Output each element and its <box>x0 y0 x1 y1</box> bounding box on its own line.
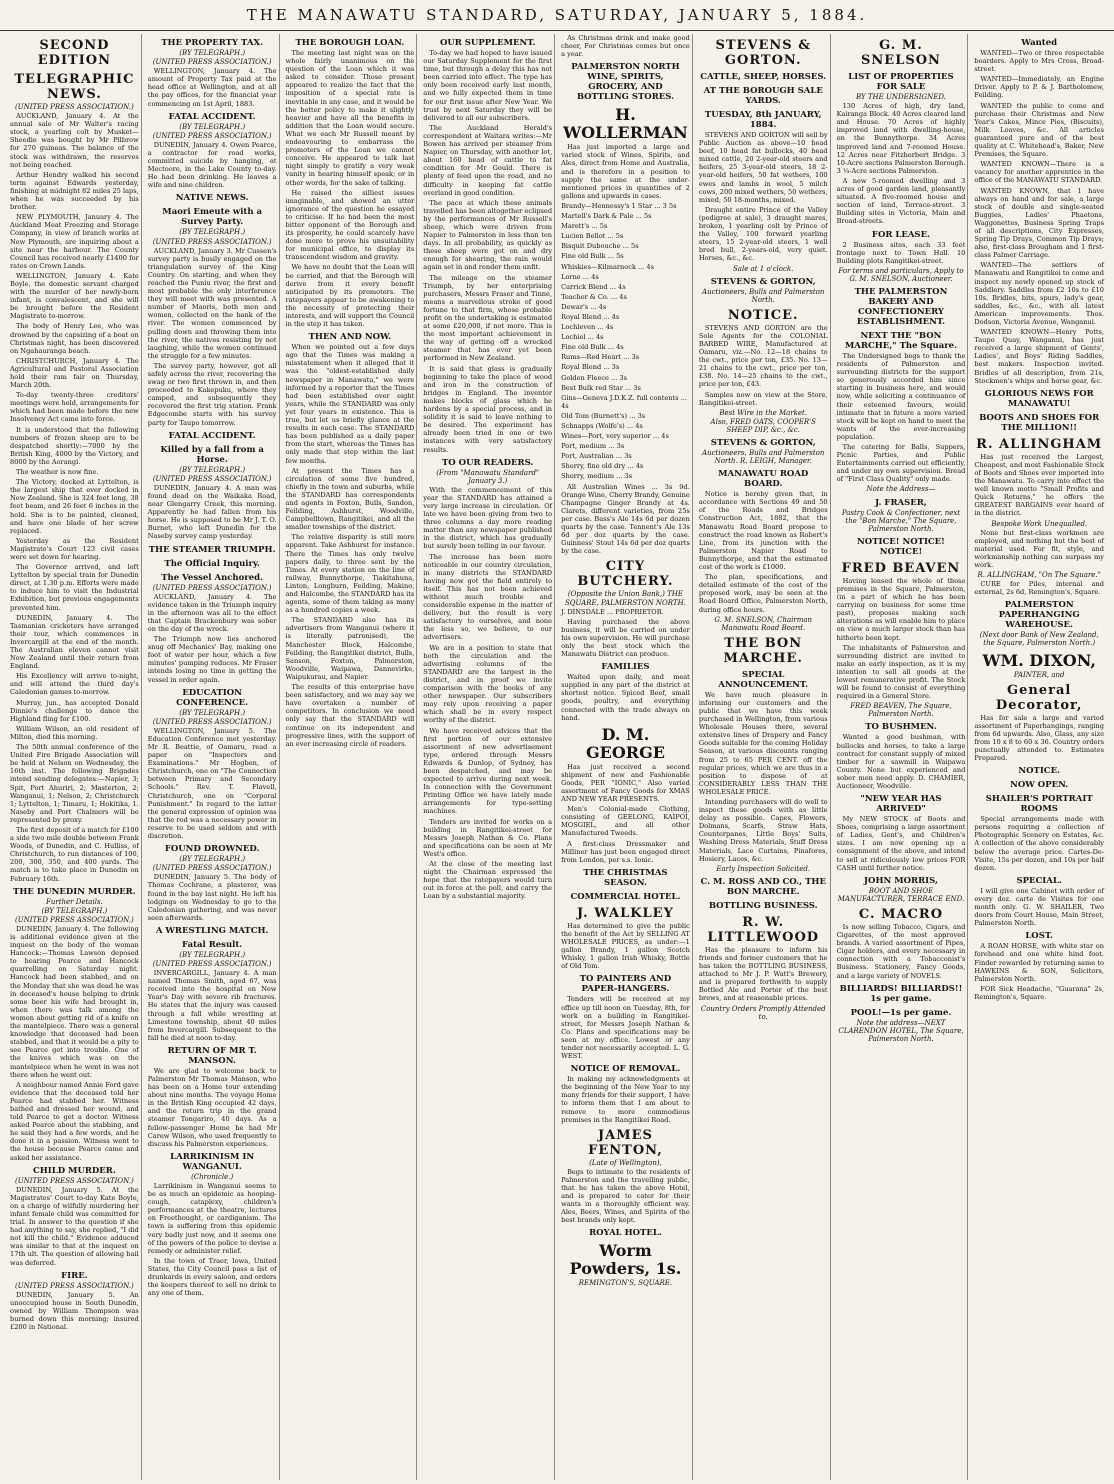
paragraph: DUNEDIN, January 4. The following is additional evidence given at the inquest on the body of the woman Hancock:—Thomas Lawson deposed to hearing Pearce and Hancock quarrelling on Saturday night. Hancock had been stabbed, and on the Monday that she was dead he was in deceased's house helping to drink some beer his wife had brought in, when there was talk among the women about getting rid of a knife on the mantelpiece. There was a general knowledge that deceased had been stabbed, and that it would be a pity to see Pearce get into trouble. One of the knives which was on the mantelpiece when he went in was not there when he went out. <box>10 924 139 1079</box>
article-heading: FAMILIES <box>601 662 650 673</box>
article-heading: THE CHRISTMAS SEASON. <box>583 867 668 888</box>
subheading: Pastry Cook & Confectioner, next the "Bon Marche," The Square, Palmerston North. <box>841 508 961 533</box>
paragraph: WELLINGTON, January 5. The Education Conference met yesterday. Mr R. Beattie, of Oamaru, read a paper on "Inspectors and Examinations." Mr Hogben, of Christchurch, one on "The Connection between Primary and Secondary Schools." Rev. T. Flavell, Christchurch, one on "Corporal Punishment." In regard to the latter the general expression of opinion was that the rod was a necessary power in reserve to be used seldom and with discretion. <box>147 726 277 841</box>
article-heading: LARRIKINISM IN WANGANUI. <box>170 1151 255 1172</box>
paragraph: At the close of the meeting last night the Chairman expressed the hope that the ratepayers would turn out in force at the poll, and carry the Loan by a substantial majority. <box>423 860 553 901</box>
paragraph: None but first-class workmen are employed, and nothing but the best of material used. For fit, style, and workmanship nothing can surpass my work. <box>974 528 1104 569</box>
paragraph: A neighbour named Annie Ford gave evidence that the deceased told her Pearce had stabbed her. Witness bathed and dressed her wound, and told Pearce to get a doctor. Witness asked Pearce about the stabbing, and he said they had a few words, and he done it in a passion. Witness went to the house because Pearce came and asked her assistance. <box>10 1080 139 1162</box>
paragraph: WANTED—The settlers of Manawatu and Rangitikei to come and inspect my newly opened up stock of Saddlery. Saddles from £2 10s to £10 10s. Bridles, bits, spurs, lady's gear, saddles, &c., &c., with all latest American improvements. Thos. Dodson, Victoria Avenue, Wanganui. <box>974 261 1104 326</box>
subheading: (Next door Bank of New Zealand, the Square, Palmerston North.) <box>979 631 1099 648</box>
article-heading: R. ALLINGHAM <box>976 436 1103 452</box>
article-heading: THE BOROUGH LOAN. <box>295 38 405 48</box>
article-heading: TO PAINTERS AND PAPER-HANGERS. <box>579 974 672 995</box>
paragraph: CHRISTCHURCH, January 4. The Agricultural and Pastoral Association hold their ram fair on Thursday, March 20th. <box>10 356 139 390</box>
paragraph: A ROAN HORSE, with white star on forehead and one white hind foot. Finder rewarded by returning same to HAWKINS & SON, Solicitors, Palmerston North. <box>974 942 1104 983</box>
paragraph: Men's Colonial-made Clothing, consisting of GEELONG, KAIPOI, MOSGIEL, and all other Manufactured Tweeds. <box>561 805 690 838</box>
article-heading: FATAL ACCIDENT. <box>168 430 256 441</box>
price-line: Lochleven ... 4s <box>561 323 614 332</box>
price-line: Whiskies—Kilmarnock ... 4s <box>561 262 655 271</box>
paragraph: In the town of Traer, Iowa, United States, the City Council pass a list of drunkards in every saloon, and orders the keepers thereof to sell no drink to any one of them. <box>147 1256 277 1298</box>
paragraph: We have no doubt that the Loan will be carried, and that the Borough will derive from it every benefit anticipated by its promoters. The ratepayers appear to be awakening to the necessity of protecting their interests, and will support the Council in the step it has taken. <box>285 263 415 329</box>
article-heading: SPECIAL ANNOUNCEMENT. <box>718 669 809 690</box>
paragraph: My NEW STOCK of Boots and Shoes, comprising a large assortment of Ladies, Gent's, and Children's sizes. I am now opening up a consignment of the above, and intend to sell at ridiculously low prices FOR CASH until further notice. <box>836 815 966 872</box>
subheading: (Late of Wellington), <box>589 1158 662 1167</box>
paragraph: Draught entire Prince of the Valley (pedigree at sale), 3 draught mares, broken, 1 yearling colt by Prince of the Valley, 100 forward yearling steers, 15 2-year-old steers, 1 well bred bull, 2-years-old, very quiet. Horses, &c., &c. <box>698 205 828 263</box>
paragraph: Special arrangements made with persons requiring a collection of Photographic Scenery on Estates, &c. A collection of the above considerably below the average price. Cartes-De-Visite, 15s per dozen, and 10s per half dozen. <box>974 815 1104 872</box>
paragraph: WANTED the public to come and purchase their Christmas and New Year's Cakes, Mince Pies, (Biscuits), Milk Loaves, &c. All articles guaranteed pure and of the best quality at C. Whitehead's, Baker, New Premises, the Square. <box>974 101 1104 159</box>
article-heading: Fatal Result. <box>182 939 243 950</box>
paragraph: All Australian Wines ... 3s 9d. Orange Wine, Cherry Brandy, Genuine Champagne Ginger Brandy at 4s. Clarets, different varieties, from 25s per case. Bass's Ale 14s 6d per dozen quarts by the case. Tennent's Ale 13s 6d per doz quarts by the case. Guinness' Stout 14s 6d per doz quarts by the case. <box>561 482 690 556</box>
price-line: Teacher & Co. ... 4s <box>561 292 627 301</box>
subheading: (UNITED PRESS ASSOCIATION.) <box>152 583 272 592</box>
article-heading: OUR SUPPLEMENT. <box>439 38 536 48</box>
paragraph: AUCKLAND, January 4. At the annual sale of Mr Walter's racing stock, a yearling colt by Musket—Sheedie was bought by Mr Pilbrow for 270 guineas. The balance of the stock was withdrawn, the reserves not being reached. <box>10 112 139 169</box>
masthead: THE MANAWATU STANDARD, SATURDAY, JANUARY 5, 1884. <box>0 0 1114 31</box>
paragraph: A new 5-roomed dwelling and 3 acres of good garden land, pleasantly situated. A five-roomed house and section of land, Terrace-street. 3 Building sites in Victoria, Main and Broad-streets. <box>836 176 966 226</box>
subheading: G. M. SNELSON, Chairman Manawatu Road Board. <box>714 615 813 632</box>
paragraph: Has just received a second shipment of new and Fashionable Goods, PER "IONIC," Also varied assortment of Fancy Goods for XMAS AND NEW YEAR PRESENTS. <box>561 762 690 804</box>
price-line: Marett's ... 5s <box>561 222 608 231</box>
article-heading: BOTTLING BUSINESS. <box>708 900 818 911</box>
subheading: (From "Manawatu Standard" January 3.) <box>436 468 540 485</box>
subheading: Auctioneers, Bulls and Palmerston North. R. LEIGH, Manager. <box>702 449 825 466</box>
article-heading: FATAL ACCIDENT. <box>168 111 256 122</box>
column-5 <box>559 34 693 1480</box>
article-heading: STEVENS & GORTON. <box>715 38 811 68</box>
subheading: (BY TELEGRAPH.) <box>179 465 246 474</box>
paragraph: The mileage on the steamer Triumph, by her enterprising purchasers, Messrs Fraser and Tinne, means a marvellous stroke of good fortune to that firm, whose probable profit on the undertaking is estimated at some £20,000, if not more. This is the most important achievement in the way of getting off a wrecked steamer that has ever yet been performed in New Zealand. <box>423 273 553 363</box>
article-heading: FRED BEAVEN <box>841 560 961 576</box>
price-line: Sherry, fine old dry ... 4s <box>561 462 644 471</box>
paragraph: CURE for Piles, internal and external, 2s 6d, Remington's, Square. <box>974 580 1104 597</box>
article-heading: TO OUR READERS. <box>441 457 534 468</box>
paragraph: Waited upon daily, and meat supplied in any part of the district at shortest notice. Spiced Beef, small goods, poultry, and everything connected with the trade always on hand. <box>561 673 690 722</box>
article-heading: TO BUSHMEN. <box>865 722 937 733</box>
article-heading: POOL!—1s per game. <box>850 1007 952 1018</box>
article-heading: JAMES FENTON, <box>588 1127 663 1158</box>
paragraph: The 50th annual conference of the United Fire Brigade Association will be held at Nelson on Wednesday, the 16th inst. The following Brigades intend sending delegates:—Napier, 3; Spit, Port Ahuriri, 2; Masterton, 2; Wanganui, 1; Nelson, 2; Christchurch 1; Lyttelton, 1; Timaru, 1; Hokitika, 1. Naseby and Port Chalmers will be represented by proxy. <box>10 743 139 824</box>
paragraph: AUCKLAND, January 4. The evidence taken in the Triumph inquiry in the afternoon was all to the effect that Captain Brackenbury was sober on the day of the wreck. <box>147 592 277 633</box>
article-heading: RETURN OF MR T. MANSON. <box>167 1045 257 1066</box>
paragraph: DUNEDIN, January 4. The Tasmanian cricketers have arranged their tour, which commences in Invercargill at the end of the month. The Australian eleven cannot visit New Zealand until their return from England. <box>10 613 139 671</box>
paragraph: It is said that glass is gradually beginning to take the place of wood and iron in the construction of bridges in England. The inventor makes blocks of glass which he hardens by a special process, and in solidity it is said to leave nothing to be desired. The experiment has already been tried in one or two instances with very satisfactory results. <box>423 364 553 454</box>
article-heading: FOR LEASE. <box>871 229 931 240</box>
article-heading: G. M. SNELSON <box>861 38 941 68</box>
paragraph: WELLINGTON, January 4. The amount of Property Tax paid at the head office at Wellington, and at all the pay offices, for the financial year commencing on 1st April, 1883. <box>147 67 277 108</box>
paragraph: His Excellency will arrive to-night, and will attend the third day's Caledonian games to-morrow. <box>10 672 139 697</box>
price-line: Martell's Dark & Pale ... 5s <box>561 212 652 221</box>
paragraph: At present the Times has a circulation of some five hundred, chiefly in the town and suburbs, while the STANDARD has correspondents and agents in Foxton, Bulls, Sandon, Feilding, Ashhurst, Woodville, Campbelltown, Rangitikei, and all the smaller townships of the district. <box>285 466 415 532</box>
subheading: (UNITED PRESS ASSOCIATION.) <box>14 1176 134 1185</box>
paragraph: The body of Henry Lee, who was drowned by the capsizing of a boat on Christmas night, has been discovered on Ngahauranga beach. <box>10 322 139 355</box>
subheading: (UNITED PRESS ASSOCIATION.) <box>14 915 134 924</box>
article-heading: STEVENS & GORTON, <box>710 276 816 287</box>
article-heading: SPECIAL. <box>1016 875 1062 886</box>
article-heading: J. WALKLEY <box>577 905 674 921</box>
subheading: (UNITED PRESS ASSOCIATION.) <box>152 864 272 873</box>
paragraph: He raised the silliest issues imaginable, and showed an utter ignorance of the question he essayed to criticise. If he had been the most bitter opponent of the Borough and its prosperity, he could scarcely have done more to prove his unsuitability for municipal office, to display its transcendent wisdom and gravity. <box>285 188 415 262</box>
article-heading: The Vessel Anchored. <box>161 572 264 583</box>
paragraph: The Undersigned begs to thank the residents of Palmerston and surrounding districts for the support so generously accorded him since starting in business here, and would now, while soliciting a continuance of their esteemed favours, would intimate that in future a more varied stock will be kept on hand to meet the wants of the ever-increasing population. <box>836 351 966 441</box>
subheading: Best Wire in the Market. <box>719 408 808 417</box>
article-heading: BOOTS AND SHOES FOR THE MILLION!! <box>979 412 1100 433</box>
paragraph: DUNEDIN, January 5. At the Magistrates' Court to-day Kate Boyle, on a charge of wilfully murdering her infant female child was committed for trial. In answer to the question if she had anything to say, she replied, "I did not kill the child." Evidence adduced was similar to that at the inquest on 17th ult. The question of allowing bail was deferred. <box>10 1185 139 1267</box>
article-heading: MANAWATU ROAD BOARD. <box>718 469 809 490</box>
paragraph: The results of this enterprise have been satisfactory, and we may say we have overtaken a number of competitors. In conclusion we need only say that the STANDARD will continue on its independent and progressive lines, with the support of an ever increasing circle of readers. <box>285 683 415 748</box>
article-heading: TUESDAY, 8th JANUARY, 1884. <box>704 110 822 130</box>
paragraph: WANTED—Two or three respectable boarders. Apply to Mrs Cross, Broad-street. <box>974 49 1104 74</box>
article-heading: LOST. <box>1025 931 1054 942</box>
article-heading: A WRESTLING MATCH. <box>155 925 269 936</box>
paragraph: Arthur Hendry walked his second term against Edwards yesterday, finishing at midnight 82 miles 25 laps, when he was succeeded by his brother. <box>10 170 139 212</box>
paragraph: WELLINGTON, January 4. Kate Boyle, the domestic servant charged with the murder of her newly-born infant, is convalescent, and she will be brought before the Resident Magistrate to-morrow. <box>10 271 139 321</box>
paragraph: The increase has been more noticeable in our country circulation, in many districts the STANDARD having now got the field entirely to itself. This has not been achieved without much trouble and considerable expense in the matter of delivery, but the result is very satisfactory to ourselves, and none the less so, we believe, to our advertisers. <box>423 552 553 642</box>
subheading: Early Inspection Solicited. <box>716 864 811 873</box>
paragraph: To-day twenty-three creditors' meetings were held, arrangements for which had been made before the new Insolvency Act came into force. <box>10 391 139 424</box>
paragraph: INVERCARGILL, January 4. A man named Thomas Smith, aged 67, was received into the hospital on New Year's Day with severe rib fractures. He states that the injury was caused through a fall while wrestling at Limestone township, about 40 miles from Invercargill. Subsequent to the fall he died at noon to-day. <box>147 969 277 1042</box>
paragraph: STEVENS AND GORTON will sell by Public Auction as above—10 head beef, 10 head fat bullocks, 40 head mixed cattle, 20 2-year-old steers and heifers, 25 3-year-old steers, 18 2-year-old heifers, 50 fat wethers, 100 ewes and lambs in wool, 5 milch cows, 200 mixed wethers, 50 wethers, mixed, 50 18-months, mixed. <box>698 131 828 204</box>
article-heading: THE DUNEDIN MURDER. <box>13 886 136 897</box>
article-heading: Wanted <box>1021 38 1058 48</box>
column-3 <box>284 34 418 1480</box>
price-line: Schnapps (Wolfe's) ... 4s <box>561 422 643 430</box>
subheading: (BY TELEGRAPH.) <box>179 49 246 57</box>
price-line: Best Bulk red Star ... 3s <box>561 383 641 392</box>
price-line: Fine old Bulk ... 5s <box>561 252 624 261</box>
paragraph: Begs to intimate to the residents of Palmerston and the travelling public, that he has taken the above Hotel, and is prepared to cater for their wants in a thoroughly efficient way. Ales, Beers, Wines, and Spirits of the best brands only kept. <box>561 1167 690 1225</box>
paragraph: Samples now on view at the Store, Rangitikei-street. <box>698 390 828 407</box>
article-heading: Killed by a fall from a Horse. <box>160 444 264 465</box>
paragraph: The first deposit of a match for £100 a side two mile double between Frank Woods, of Dunedin, and C. Hulliss, of Christchurch, to run distances of 100, 200, 300, 350, and 400 yards. The match is to take place in Dunedin on February 16th. <box>10 825 139 883</box>
price-line: Dewar's ... 4s <box>561 302 607 311</box>
subheading: (Opposite the Union Bank,) THE SQUARE, PALMERSTON NORTH. <box>564 590 686 607</box>
article-heading: AT THE BOROUGH SALE YARDS. <box>703 86 823 106</box>
price-line: Brandy—Hennessy's 1 Star ... 3 5s <box>561 201 677 210</box>
price-line: Wines—Port, very superior ... 4s <box>561 432 669 441</box>
subheading: Further Details. <box>45 897 103 906</box>
subheading: (Chronicle.) <box>191 1172 234 1181</box>
paragraph: DUNEDIN, January 5. An unoccupied house in South Dunedin, owned by William Thompson was burned down this morning; insured £200 in National. <box>10 1290 139 1332</box>
article-heading: FIRE. <box>61 1270 88 1281</box>
paragraph: The Victory, docked at Lyttelton, is the largest ship that ever docked in New Zealand. She is 324 feet long, 38 feet beam, and 26 feet 6 inches in the hold. She is to be painted, cleaned, and have one blade of her screw replaced. <box>10 478 139 535</box>
column-6 <box>697 34 831 1480</box>
price-line: Golden Fleece ... 3s <box>561 373 628 382</box>
paragraph: Having leased the whole of those premises in the Square, Palmerston, (in a part of which he has been carrying on business for some time past), proposes making such alterations as will enable him to place on view a much larger stock than has hitherto been kept. <box>836 576 966 642</box>
subheading: (UNITED PRESS ASSOCIATION.) <box>152 58 272 67</box>
paragraph: The Auckland Herald's correspondent at Waitara writes:—Mr Bowen has arrived per steamer from Napier, on Thursday, with another lot, about 160 head of cattle to fat condition for Mr Gould. There is plenty of feed upon the road, and no difficulty in keeping fat cattle overland in good condition. <box>423 123 553 197</box>
column-4 <box>421 34 555 1480</box>
article-heading: NOTICE. <box>727 307 799 323</box>
article-heading: ROYAL HOTEL. <box>589 1228 662 1239</box>
paragraph: With the commencement of this year the STANDARD has attained a very large increase in circulation. Of late we have been giving from two to three columns a day more reading matter than any newspaper published in the district, which has gradually but surely been telling in our favour. <box>423 485 553 551</box>
paragraph: Is now selling Tobacco, Cigars, and Cigarettes, of the most approved brands. A varied assortment of Pipes, Cigar holders, and every necessary in connection with a Tobacconist's Business. Stationery, Fancy Goods, and a large variety of NOVELS. <box>836 922 966 980</box>
article-heading: BILLIARDS! BILLIARDS!! 1s per game. <box>839 983 963 1004</box>
subheading: BOOT AND SHOE MANUFACTURER, TERRACE END. <box>837 886 965 903</box>
paragraph: DUNEDIN, January 5. The body of Thomas Cochrane, a plasterer, was found in the bay last night. He left his lodgings on Wednesday to go to the Caledonian gathering, and was never seen afterwards. <box>147 873 277 922</box>
subheading: (UNITED PRESS ASSOCIATION.) <box>152 131 272 140</box>
subheading: (UNITED PRESS ASSOCIATION.) <box>152 717 272 726</box>
article-heading: GLORIOUS NEWS FOR MANAWATU! <box>984 388 1094 409</box>
paragraph: The inhabitants of Palmerston and surrounding district are invited to make an early inspection, as it is my intention to sell all goods at the lowest remunerative profit. The Stock will be found to consist of everything required in a General Store. <box>836 643 966 701</box>
paragraph: To-day we had hoped to have issued our Saturday Supplement for the first time, but through a delay this has not been carried into effect. The type has only been received early last month, and we fully expected them in time for our first issue after New Year. We trust by next Saturday they will be delivered to all our subscribers. <box>423 49 553 122</box>
subheading: (BY TELEGRAPH.) <box>179 122 246 131</box>
price-line: Old Tom (Burnett's) ... 3s <box>561 411 646 420</box>
article-heading: The Official Inquiry. <box>164 558 260 569</box>
article-heading: SHAILER'S PORTRAIT ROOMS <box>985 794 1093 815</box>
article-heading: NOW OPEN. <box>1010 780 1069 791</box>
article-heading: THE PROPERTY TAX. <box>161 38 264 48</box>
subheading: R. ALLINGHAM, "On The Square." <box>977 571 1101 580</box>
article-heading: CATTLE, SHEEP, HORSES. <box>700 72 827 82</box>
paragraph: FOR Sick Headache, "Guarana" 2s, Remington's, Square. <box>974 984 1104 1001</box>
paragraph: WANTED—Immediately, an Engine Driver. Apply to P. & J. Bartholomew, Feilding. <box>974 75 1104 100</box>
paragraph: Has the pleasure to inform his friends and former customers that he has taken the BOTTLING BUSINESS, attached to Mr J. P. Watt's Brewery, and is prepared forthwith to supply Bottled Ale and Porter of the best brews, and at reasonable prices. <box>698 945 828 1003</box>
paragraph: Having purchased the above business, it will be carried on under his own supervision. He will purchase only the best stock which the Manawatu District can produce. <box>561 617 690 659</box>
article-heading: COMMERCIAL HOTEL. <box>570 891 681 902</box>
paragraph: Has determined to give the public the benefit of the Act by SELLING AT WHOLESALE PRICES, as under:—1 gallon Brandy, 1 gallon Scotch Whisky, 1 gallon Irish Whisky, Bottle of Old Tom. <box>561 921 690 971</box>
paragraph: The weather is now fine. <box>16 468 99 477</box>
paragraph: It is understood that the following numbers of frozen sheep are to be despatched shortly:—7000 by the British King, 4000 by the Victory, and 8000 by the Aorangi. <box>10 425 139 466</box>
paragraph: A first-class Dressmaker and Milliner has just been engaged direct from London, per s.s. Ionic. <box>561 839 690 864</box>
column-8 <box>972 34 1106 1480</box>
paragraph: 2 Business sites, each 33 feet frontage next to Town Hall. 10 Building plots Rangitikei-street. <box>836 240 966 265</box>
price-line: Royal Blend ... 3s <box>561 363 620 372</box>
article-heading: "NEW YEAR HAS ARRIVED" <box>860 794 942 815</box>
paragraph: NEW PLYMOUTH, January 4. The Auckland Meat Freezing and Storage Company, in view of branch works at New Plymouth, are inquiring about a site near the harbour. The County Council has received nearly £1400 for rates on Crown Lands. <box>10 213 139 270</box>
price-line: Port, Australian ... 3s <box>561 452 632 461</box>
price-line: Gins—Geneva J.D.K.Z. full contents ... 4s <box>561 393 687 410</box>
paragraph: The relative disparity is still more apparent. Take Ashhurst for instance. There the Times has only twelve papers daily, to three sent by the Times. At every station on the line of railway, Bunnythorpe, Tiakitahuna, Linton, Longburn, Feilding, Makino, and Halcombe, the STANDARD has its agents, some of them taking as many as a hundred copies a week. <box>285 533 415 615</box>
subheading: FRED BEAVEN, The Square, Palmerston North. <box>850 702 952 719</box>
paragraph: The catering for Balls, Suppers, Picnic Parties, and Public Entertainments carried out efficiently, and under my own supervision. Bread of "First Class Quality" only made. <box>836 443 966 484</box>
paragraph: The Triumph now lies anchored snug off Mechanics' Bay, making one foot of water per hour, which a few minutes' pumping reduces. Mr Fraser intends losing no time in getting the vessel in order again. <box>147 635 277 684</box>
article-heading: PALMERSTON NORTH WINE, SPIRITS, GROCERY, AND BOTTLING STORES. <box>571 62 680 103</box>
subheading: PAINTER, and <box>1013 670 1065 679</box>
paragraph: Murray, jun., has accepted Donald Dinnie's challenge to dance the Highland fling for £100. <box>10 698 139 723</box>
columns <box>6 34 1108 1480</box>
subheading: BY THE UNDERSIGNED. <box>855 93 946 101</box>
paragraph: 130 Acres of high, dry land, Kairanga Block. 40 Acres cleared land and House. 70 Acres of highly improved land with dwelling-house, on the Bunnythorpe. 34 Acres improved land and 7-roomed House. 12 Acres near Fitzherbert Bridge. 3 10-Acre sections Palmerston Borough. 3 ¼-Acre sections Palmerston. <box>836 102 966 175</box>
paragraph: DUNEDIN, January 4. A man was found dead on the Waikaka Road, near Glengarry Creek, this morning. Apparently he had fallen from his horse. He is supposed to be Mr J. T. O. Burnet, who left Dunedin for the Naseby survey camp yesterday. <box>147 483 277 541</box>
subheading: (UNITED PRESS ASSOCIATION.) <box>14 103 134 111</box>
paragraph: WANTED KNOWN—Henry Potts, Taupo Quay, Wanganui, has just received a large shipment of Gents', Ladies', and Boys' Riding Saddles, best makers. Inspection invited. Bridles of all description, from 21s, Stockmen's whips and horse gear, &c. <box>974 328 1104 385</box>
paragraph: The meeting last night was on the whole fairly unanimous on the question of the Loan which it was asked to consider. Those present appeared to realize the fact that the imposition of a special rate is inevitable in any case, and it would be the better policy to make it slightly heavier and have all the benefits in addition that the Loan would secure. What we each Mr Russell meant by endeavouring to embarrass the promoters of the Loan we cannot conceive. He appeared to talk last night simply to gratify a very weak vanity in hearing himself speak; or in other words, for the sake of talking. <box>285 49 415 187</box>
article-heading: H. WOLLERMAN <box>563 105 688 143</box>
price-line: Carrick Blend ... 4s <box>561 282 626 291</box>
article-heading: R. W. LITTLEWOOD <box>707 914 820 945</box>
article-heading: NOTICE OF REMOVAL. <box>570 1064 681 1075</box>
paragraph: The Governor arrived, and left Lyttelton by special train for Dunedin direct, at 1.30 p.m. Efforts were made to induce him to visit the Industrial Exhibition, but previous engagements prevented him. <box>10 563 139 612</box>
subheading: Note the address—NEXT CLARENDON HOTEL, The Square, Palmerston North. <box>838 1018 964 1043</box>
subheading: Also, FRED OATS, COOPER'S SHEEP DIP, &c., &c. <box>710 417 816 434</box>
subheading: (BY TELEGRAPH.) <box>179 855 246 864</box>
paragraph: The survey party, however, got all safely across the river, recovering the swag or two first thrown in, and then proceeded to Kakepuku, where they camped, and subsequently they recovered the first trig station. Frank Edgecombe starts with his survey party for Taupo tomorrow. <box>147 361 277 427</box>
paragraph: Yesterday as the Resident Magistrate's Court 123 civil cases were set down for hearing. <box>10 536 139 561</box>
price-line: Bisquit Dubouche ... 5s <box>561 242 639 251</box>
paragraph: As Christmas drink and make good cheer, For Christmas comes but once a year. <box>561 34 690 59</box>
paragraph: We have much pleasure in informing our customers and the public that we have this week purchased in Wellington, from various Wholesale Houses there, several extensive lines of Drapery and Fancy Goods suitable for the coming Holiday Season, at various discounts ranging from 25 to 65 PER CENT. off the regular prices, which we are thus in a position to dispose of at CONSIDERABLY LESS THAN THE WHOLESALE PRICE. <box>698 690 828 796</box>
paragraph: We are in a position to state that both the circulation and the advertising columns of the STANDARD are the largest in the district, and in proof we invite comparison with the books of any other newspaper. Our subscribers may rely upon receiving a paper which shall be in every respect worthy of the district. <box>423 643 553 725</box>
paragraph: Intending purchasers will do well to inspect these goods with as little delay as possible. Capes, Flowers, Dolmans, Scarfs, Straw Hats, Counterpanes, Little Boys' Suits, Washing Dress Materials, Stuff Dress Materials, Lace Curtains, Pinafores, Hosiery, Laces, &c. <box>698 798 828 863</box>
paragraph: Has just imported a large and varied stock of Wines, Spirits, and Ales, direct from Home and Australia, and is therefore in a position to supply the same at the under-mentioned prices in quantities of 2 gallons and upwards in cases. <box>561 143 690 200</box>
price-line: Port, medium ... 3s <box>561 442 625 451</box>
article-heading: Maori Emeute with a Survey Party. <box>162 207 263 228</box>
subheading: (BY TELEGRAPH.) <box>179 708 246 717</box>
article-heading: WM. DIXON, <box>982 650 1096 670</box>
article-heading: THE STEAMER TRIUMPH. <box>148 544 276 555</box>
article-heading: C. MACRO <box>858 906 944 922</box>
paragraph: Has for sale a large and varied assortment of Paperhangings, ranging from 6d upwards. Also, Glass, any size from 10 x 8 to 60 x 36. Country orders punctually attended to. Estimates Prepared. <box>974 713 1104 763</box>
article-heading: CITY BUTCHERY. <box>577 559 674 590</box>
paragraph: DUNEDIN, January 4. Owen Pearce, a contractor for road works, committed suicide by hanging, at Mectoore, in the Lake County to-day. He had been drinking. He leaves a wife and nine children. <box>147 140 277 190</box>
article-heading: NOTICE. <box>1018 766 1061 777</box>
paragraph: We have received advices that the first portion of our extensive assortment of new advertisement type, ordered through Messrs Edwards & Dunlop, of Sydney, has been despatched, and may be expected to arrive during next week. In connection with the Government Printing Office we have lately made arrangements for type-setting machines. <box>423 726 553 816</box>
paragraph: Wanted a good bushman, with bullocks and horses, to take a large contract for constant supply of mixed timber for a sawmill in Waipawa County. None but experienced and sober men need apply. D. CHAMIER, Auctioneer, Woodville. <box>836 733 966 790</box>
article-heading: EDUCATION CONFERENCE. <box>176 687 249 708</box>
article-heading: D. M. GEORGE <box>585 724 665 762</box>
article-heading: CHILD MURDER. <box>32 1165 116 1176</box>
article-heading: THE BON MARCHE. <box>723 635 803 666</box>
price-line: Lorne ... 4s <box>561 272 599 281</box>
article-heading: PALMERSTON PAPERHANGING WAREHOUSE. <box>998 600 1080 631</box>
subheading: Auctioneers, Bulls and Palmerston North. <box>702 287 825 304</box>
subheading: (UNITED PRESS ASSOCIATION.) <box>152 474 272 483</box>
paragraph: When we pointed out a few days ago that the Times was making a misstatement when it alleged that it was the "oldest-established daily newspaper in Manawatu," we were informed by a reporter that the Times had been established over eight years, while the STANDARD was only yet four years in existence. This is true, but let us briefly glance at the results in each case. The STANDARD has been published as a daily paper from the start, whereas the Times has only made that step within the last few months. <box>285 343 415 465</box>
subheading: (BY TELEGRAPH.) <box>179 228 246 237</box>
column-7 <box>835 34 969 1480</box>
price-line: Sherry, medium ... 3s <box>561 472 633 481</box>
article-heading: General Decorator, <box>995 682 1083 713</box>
paragraph: WANTED KNOWN, that I have always on hand and for sale, a large stock of double and single-seated Buggies, Ladies' Phaetons, Waggonettes, Business Spring Traps of all descriptions, City Expresses, Spring Tip Drays, Common Tip Drays; also, first-class Brougham and 1 first-class Palmer Carriage. <box>974 186 1104 260</box>
subheading: (BY TELEGRAPH.) <box>41 906 108 915</box>
subheading: Sale at 1 o'clock. <box>733 264 794 273</box>
article-heading: Worm Powders, 1s. <box>569 1241 682 1279</box>
price-line: Lochiel ... 4s <box>561 333 604 342</box>
article-heading: SECOND EDITION <box>37 38 111 68</box>
subheading: For terms and particulars, Apply to G. M. SNELSON, Auctioneer. <box>838 266 964 283</box>
subheading: (BY TELEGRAPH.) <box>179 950 246 959</box>
article-heading: LIST OF PROPERTIES FOR SALE <box>848 72 954 92</box>
paragraph: We are glad to welcome back to Palmerston Mr Thomas Manson, who has been on a Home tour extending about nine months. The voyage Home in the British King occupied 42 days, and the return trip in the grand steamer Tongariro, 40 days. As a fellow-passenger Home he had Mr Carew Wilson, who used frequently to discuss his Palmerston experiences. <box>147 1066 277 1148</box>
article-heading: NATIVE NEWS. <box>175 193 249 204</box>
article-heading: NEXT THE "BON MARCHE," The Square. <box>844 330 958 351</box>
column-1 <box>8 34 142 1480</box>
price-line: J. DINSDALE ... PROPRIETOR. <box>561 607 664 616</box>
subheading: Bespoke Work Unequalled. <box>991 519 1088 528</box>
subheading: Note the Address— <box>866 485 936 494</box>
paragraph: The STANDARD also has its advertisers from Wanganui (where it is literally patronised), the Manchester Block, Halcombe, Feilding, the Rangitikei district, Bulls, Sanson, Foxton, Palmerston, Woodville, Waipawa, Dannevirke, Waipukurau, and Napier. <box>285 616 415 681</box>
paragraph: The plan, specifications, and detailed estimate of the cost of the proposed work, may be seen at the Road Board Office, Palmerston North, during office hours. <box>698 573 828 614</box>
price-line: Fine old Bulk ... 4s <box>561 343 624 352</box>
column-2 <box>146 34 280 1480</box>
paragraph: The pace at which these animals travelled has been altogether eclipsed by the performances of Mr Russell's sheep, which were driven from Napier to Palmerston in less than ten days. In all probability, as quickly as these sheep were got on and dry enough for shearing, the rain would again set in and render them unfit. <box>423 198 553 272</box>
paragraph: William Wilson, an old resident of Milton, died this morning. <box>10 724 139 741</box>
article-heading: TELEGRAPHIC NEWS. <box>14 72 135 102</box>
article-heading: STEVENS & GORTON, <box>710 438 816 448</box>
article-heading: NOTICE! NOTICE! NOTICE! <box>857 536 945 557</box>
article-heading: C. M. ROSS AND CO., THE BON MARCHE. <box>700 876 826 897</box>
price-line: Royal Blend ... 4s <box>561 312 620 321</box>
subheading: (UNITED PRESS ASSOCIATION.) <box>152 959 272 968</box>
paragraph: AUCKLAND, January 3. Mr Cussen's survey party is busily engaged on the triangulation survey of the King Country. On starting, and when they reached the Puniu river, the first and most probable the only interference they will meet with was presented. A number of Maoris, both men and women, collected on the bank of the river. The women commenced by pulling down and throwing them into the river, the natives resisting by not laughing, while the women continued the struggle for a few minutes. <box>147 246 277 360</box>
price-line: Rums—Red Heart ... 3s <box>561 353 640 362</box>
article-heading: J. FRASER, <box>875 497 927 508</box>
subheading: REMINGTON'S, SQUARE. <box>578 1279 673 1288</box>
paragraph: Tenders will be received at my office up till noon on Tuesday, 8th, for work on a building in Rangitikei-street, for Messrs Joseph Nathan & Co. Plans and specifications may be seen at my office. Lowest or any tender not necessarily accepted. L. G. WEST. <box>561 995 690 1061</box>
subheading: Country Orders Promptly Attended to. <box>700 1004 826 1021</box>
paragraph: WANTED KNOWN—There is a vacancy for another apprentice in the office of the MANAWATU STANDARD. <box>974 160 1104 185</box>
paragraph: Larrikinism in Wanganui seems to be as much an epidemic as hooping-cough, cataplexy, children's performances at the theatre, lectures on Freethought, or cardiganism. The town is suffering from this epidemic very badly just now, and it seems one of the powers of the police to devise a remedy or administer relief. <box>147 1181 277 1255</box>
paragraph: In making my acknowledgments at the beginning of the New Year to my many friends for their support, I have to inform them that I am about to remove to more commodious premises in the Rangitikei Road. <box>561 1075 690 1124</box>
article-heading: JOHN MORRIS, <box>864 875 938 886</box>
price-line: Lucien Bellot ... 5s <box>561 232 624 241</box>
paragraph: Notice is hereby given that, in accordance with Sections 49 and 50 of the Roads and Bridges Construction Act, 1882, that the Manawatu Road Board propose to construct the road known as Robert's Line, from its junction with the Palmerston Napier Road to Bunnythorpe, and that the estimated cost of the work is £1000. <box>698 490 828 572</box>
paragraph: Tenders are invited for works on a building in Rangitikei-street for Messrs Joseph Nathan & Co. Plans and specifications can be seen at Mr West's office. <box>423 817 553 858</box>
article-heading: THE PALMERSTON BAKERY AND CONFECTIONERY ESTABLISHMENT. <box>854 286 948 327</box>
paragraph: I will give one Cabinet with order of every doz. carte de Visites for one month only. G. W. SHAILER, Two doors from Court House, Main Street, Palmerston North. <box>974 886 1104 928</box>
article-heading: FOUND DROWNED. <box>164 844 260 855</box>
subheading: (UNITED PRESS ASSOCIATION.) <box>152 237 272 246</box>
paragraph: STEVENS AND GORTON are the Sole Agents for the COLONIAL BARBED WIRE, Manufactured at Oamaru, viz.—No. 12—18 chains to the cwt., price per ton, £35. No. 13—21 chains to the cwt., price per ton, £38. No. 14—25 chains to the cwt., price per ton, £43. <box>698 323 828 389</box>
subheading: (UNITED PRESS ASSOCIATION.) <box>14 1281 134 1290</box>
article-heading: THEN AND NOW. <box>308 332 392 343</box>
paragraph: Has just received the Largest, Cheapest, and most Fashionable Stock of Boots and Shoes ever imported into the Manawatu. To carry into effect the well known motto "Small Profits and Quick Returns," he offers the GREATEST BARGAINS ever heard of in the district. <box>974 452 1104 518</box>
